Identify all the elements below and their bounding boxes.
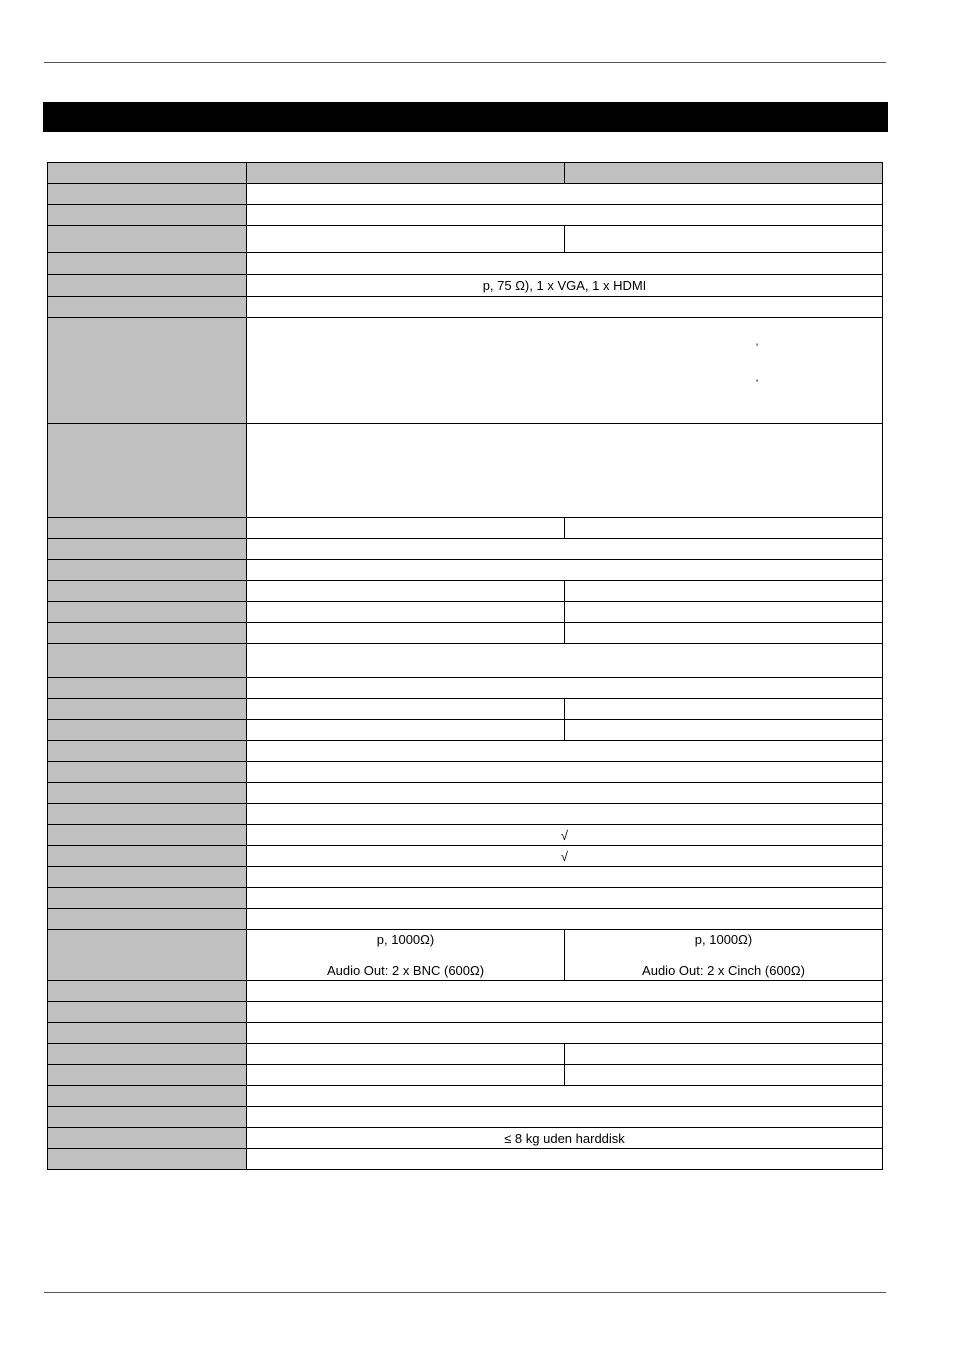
footer-rule <box>44 1292 886 1293</box>
table-row <box>48 783 883 804</box>
table-row <box>48 602 883 623</box>
table-row <box>48 518 883 539</box>
table-row <box>48 1086 883 1107</box>
video-out-value: p, 75 Ω), 1 x VGA, 1 x HDMI <box>247 275 883 297</box>
table-row <box>48 930 883 981</box>
table-row <box>48 184 883 205</box>
table-row <box>48 804 883 825</box>
table-row <box>48 1044 883 1065</box>
audio-left-line2: Audio Out: 2 x BNC (600Ω) <box>326 963 485 978</box>
table-row <box>48 867 883 888</box>
table-header-row <box>48 163 883 184</box>
table-row <box>48 644 883 678</box>
table-row <box>48 741 883 762</box>
table-row <box>48 1128 883 1149</box>
spec-table <box>47 162 883 1170</box>
table-row <box>48 623 883 644</box>
audio-right-line2: Audio Out: 2 x Cinch (600Ω) <box>642 963 805 978</box>
table-row <box>48 205 883 226</box>
audio-cell-right <box>565 930 883 981</box>
table-row <box>48 1065 883 1086</box>
table-row <box>48 720 883 741</box>
header-cell <box>247 163 565 184</box>
table-row <box>48 909 883 930</box>
table-row <box>48 888 883 909</box>
table-row <box>48 539 883 560</box>
table-row <box>48 1107 883 1128</box>
table-row <box>48 560 883 581</box>
table-row <box>48 1002 883 1023</box>
table-row <box>48 1023 883 1044</box>
table-row <box>48 678 883 699</box>
header-cell <box>48 163 247 184</box>
audio-right-line1: p, 1000Ω) <box>694 932 753 947</box>
table-row <box>48 226 883 253</box>
table-row <box>48 424 883 518</box>
mark-1: ' <box>756 341 759 354</box>
audio-cell-left <box>247 930 565 981</box>
section-title-bar <box>43 102 888 132</box>
check-mark: √ <box>247 846 883 867</box>
table-row <box>48 825 883 846</box>
mark-2: ' <box>756 377 759 390</box>
table-row <box>48 318 883 424</box>
audio-left-line1: p, 1000Ω) <box>376 932 435 947</box>
weight-value: ≤ 8 kg uden harddisk <box>247 1128 883 1149</box>
header-rule <box>44 62 886 63</box>
table-row <box>48 762 883 783</box>
check-mark: √ <box>247 825 883 846</box>
table-row <box>48 699 883 720</box>
table-row <box>48 581 883 602</box>
table-row <box>48 275 883 297</box>
table-row <box>48 981 883 1002</box>
table-row <box>48 846 883 867</box>
table-row <box>48 297 883 318</box>
table-row <box>48 1149 883 1170</box>
table-row <box>48 253 883 275</box>
header-cell <box>565 163 883 184</box>
